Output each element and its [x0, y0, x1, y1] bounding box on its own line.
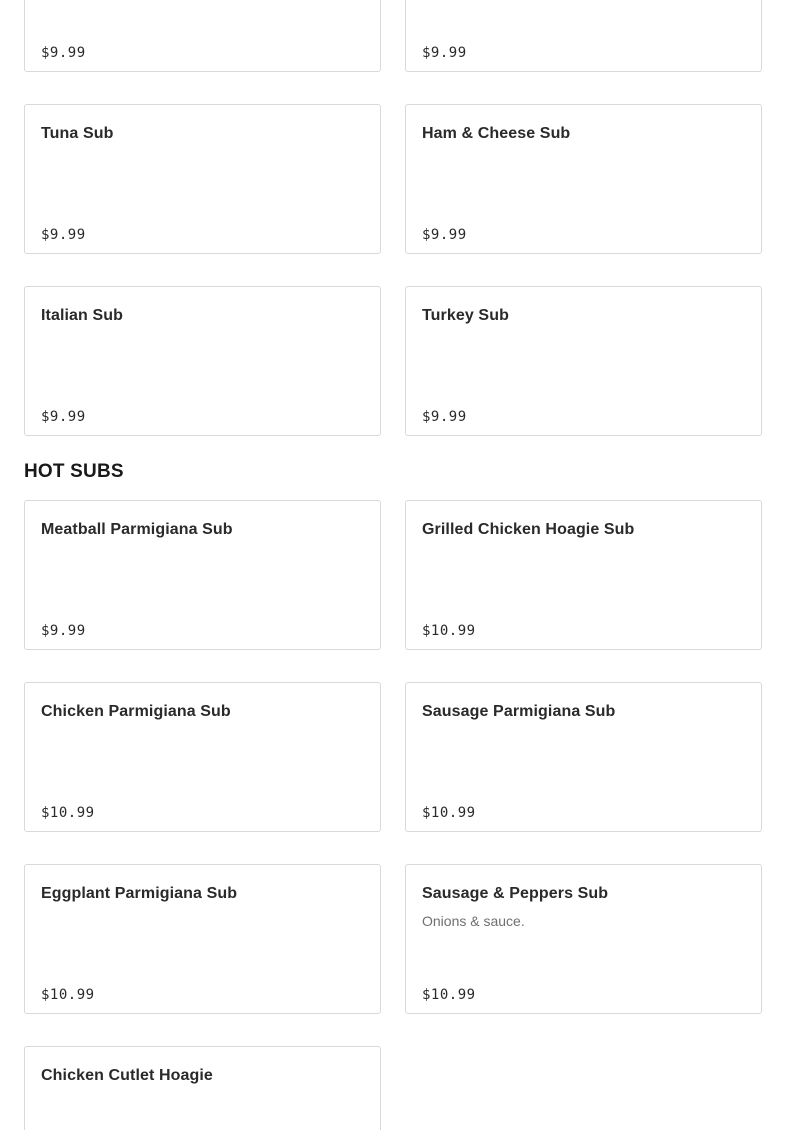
- menu-item-turkey-sub[interactable]: [405, 286, 762, 436]
- menu-item-name: Italian Sub: [41, 307, 123, 324]
- menu-item-price: $9.99: [41, 623, 86, 639]
- menu-item-name: Meatball Parmigiana Sub: [41, 521, 233, 538]
- menu-item-tuna-sub[interactable]: [24, 104, 381, 254]
- menu-item-name: Sausage & Peppers Sub: [422, 885, 609, 902]
- menu-item-price: $9.99: [422, 227, 467, 243]
- menu-item-name: Sausage Parmigiana Sub: [422, 703, 616, 720]
- menu-item-price: $10.99: [41, 805, 95, 821]
- menu-item-ham-cheese-sub[interactable]: [405, 104, 762, 254]
- menu-item-meatball-parmigiana-sub[interactable]: [24, 500, 381, 650]
- menu-item-grilled-chicken-hoagie-sub[interactable]: [405, 500, 762, 650]
- menu-item-name: Tuna Sub: [41, 125, 114, 142]
- menu-item-name: Ham & Cheese Sub: [422, 125, 571, 142]
- menu-item-description: Onions & sauce.: [422, 913, 525, 929]
- menu-item-sausage-parmigiana-sub[interactable]: [405, 682, 762, 832]
- section-title-hot-subs: HOT SUBS: [24, 461, 124, 482]
- menu-item-price: $9.99: [41, 409, 86, 425]
- menu-item-price: $9.99: [41, 45, 86, 61]
- menu-item-chicken-cutlet-hoagie[interactable]: [24, 1046, 381, 1130]
- menu-item-price: $9.99: [422, 45, 467, 61]
- menu-item-price: $10.99: [422, 623, 476, 639]
- menu-item-name: Grilled Chicken Hoagie Sub: [422, 521, 635, 538]
- menu-item-price: $10.99: [422, 987, 476, 1003]
- menu-item-card[interactable]: [24, 0, 381, 72]
- menu-item-name: Chicken Cutlet Hoagie: [41, 1067, 213, 1084]
- menu-item-eggplant-parmigiana-sub[interactable]: [24, 864, 381, 1014]
- menu-item-sausage-peppers-sub[interactable]: [405, 864, 762, 1014]
- menu-item-price: $10.99: [41, 987, 95, 1003]
- menu-item-price: $9.99: [422, 409, 467, 425]
- menu-item-chicken-parmigiana-sub[interactable]: [24, 682, 381, 832]
- menu-item-price: $9.99: [41, 227, 86, 243]
- menu-item-card[interactable]: [405, 0, 762, 72]
- menu-item-price: $10.99: [422, 805, 476, 821]
- menu-item-italian-sub[interactable]: [24, 286, 381, 436]
- menu-item-name: Turkey Sub: [422, 307, 509, 324]
- menu-item-name: Chicken Parmigiana Sub: [41, 703, 231, 720]
- menu-item-name: Eggplant Parmigiana Sub: [41, 885, 238, 902]
